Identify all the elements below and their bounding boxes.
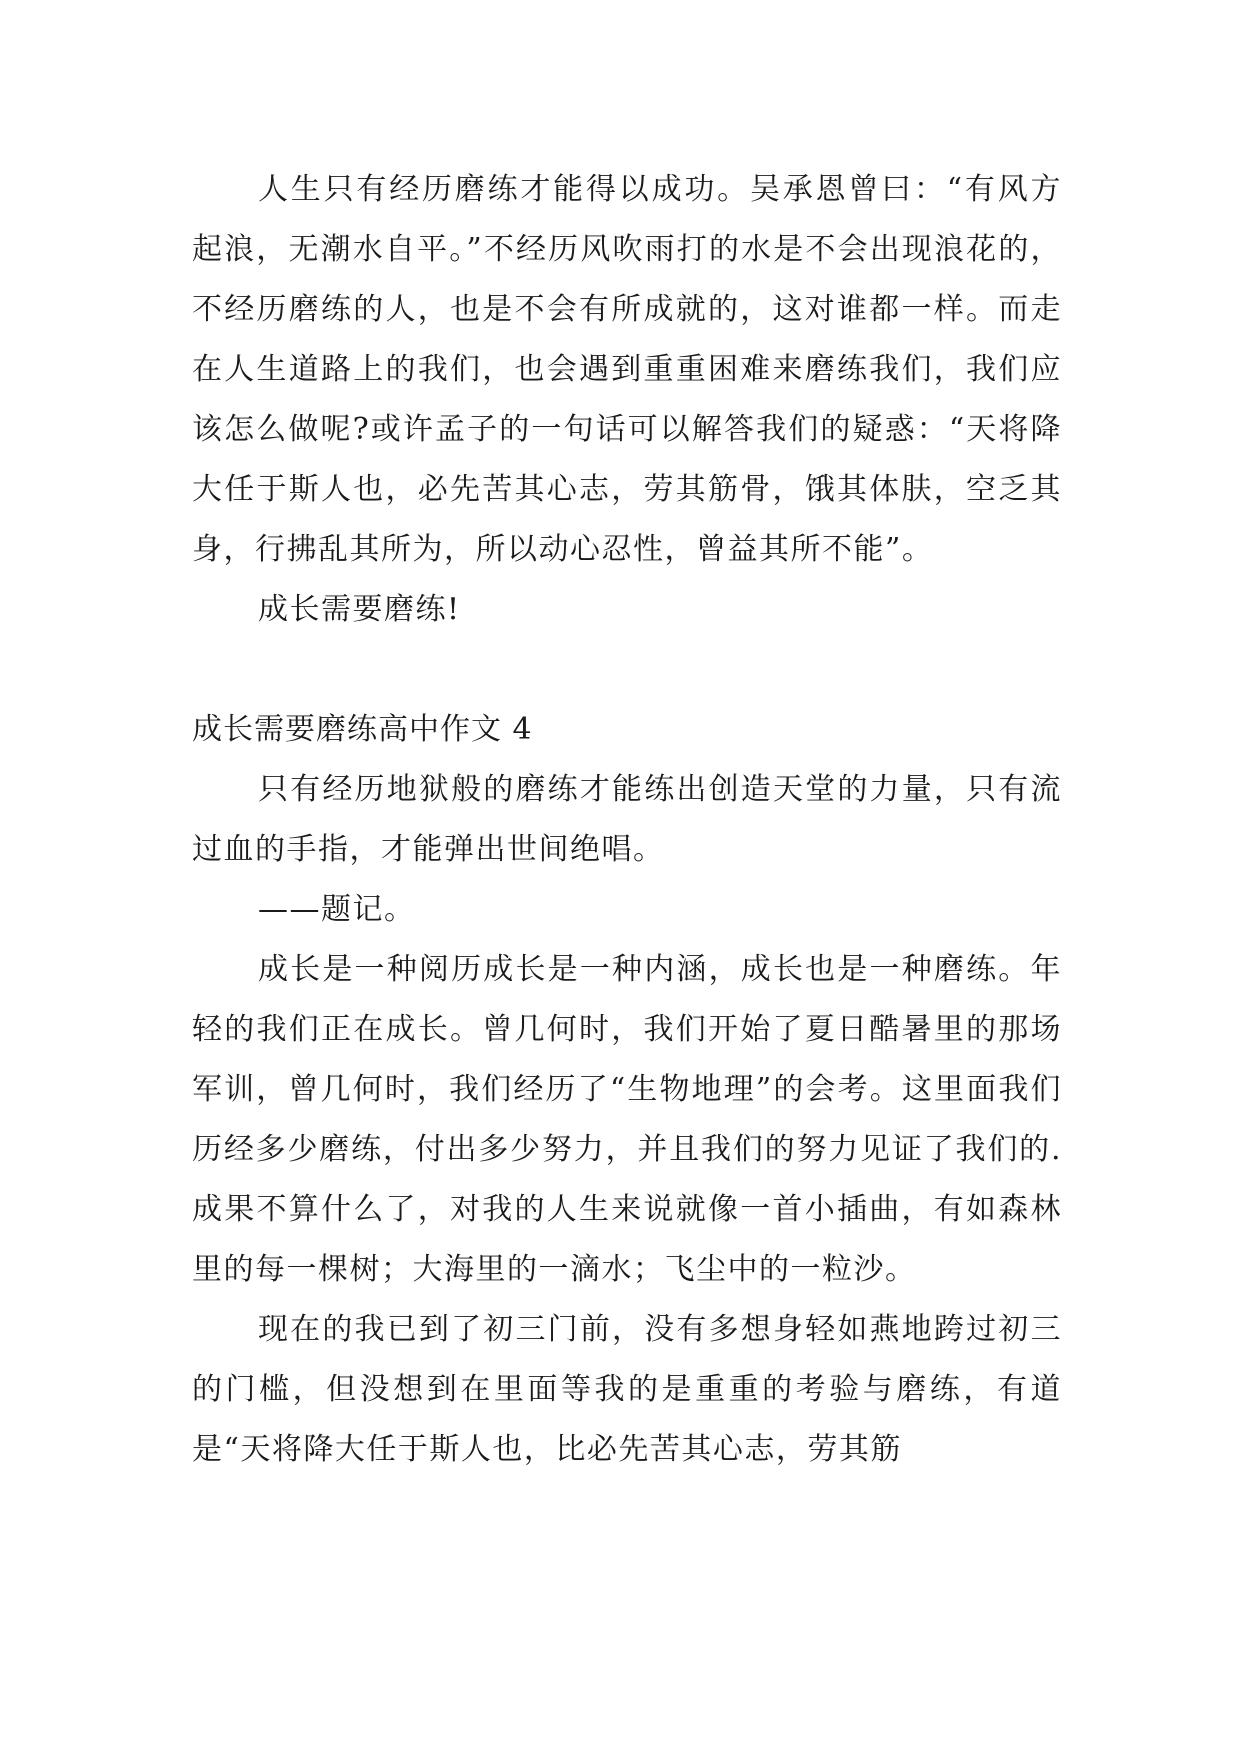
paragraph-epigraph-attribution: ——题记。 bbox=[258, 892, 416, 927]
paragraph-growth-experience: 成长是一种阅历成长是一种内涵，成长也是一种磨练。年轻的我们正在成长。曾几何时，我们开始了夏日酷暑里的那场军训，曾几何时，我们经历了“生物地理”的会考。这里面我们历经多少磨练，付出多少努力，并且我们的努力见证了我们的.成果不算什么了，对我的人生来说就像一首小插曲，有如森林里的每一棵树；大海里的一滴水；飞尘中的一粒沙。 bbox=[192, 952, 1062, 1287]
paragraph-growth-needs-trial: 成长需要磨练! bbox=[258, 592, 461, 627]
paragraph-grade-nine: 现在的我已到了初三门前，没有多想身轻如燕地跨过初三的门槛，但没想到在里面等我的是重重的考验与磨练，有道是“天将降大任于斯人也，比必先苦其心志，劳其筋 bbox=[192, 1312, 1062, 1467]
document-body bbox=[192, 160, 1062, 1480]
paragraph-trial-quote: 人生只有经历磨练才能得以成功。吴承恩曾曰：“有风方起浪，无潮水自平。”不经历风吹雨打的水是不会出现浪花的，不经历磨练的人，也是不会有所成就的，这对谁都一样。而走在人生道路上的我们，也会遇到重重困难来磨练我们，我们应该怎么做呢?或许孟子的一句话可以解答我们的疑惑：“天将降大任于斯人也，必先苦其心志，劳其筋骨，饿其体肤，空乏其身，行拂乱其所为，所以动心忍性，曾益其所不能”。 bbox=[192, 172, 1062, 567]
section-title: 成长需要磨练高中作文 4 bbox=[192, 712, 533, 747]
paragraph-epigraph: 只有经历地狱般的磨练才能练出创造天堂的力量，只有流过血的手指，才能弹出世间绝唱。 bbox=[192, 772, 1062, 867]
